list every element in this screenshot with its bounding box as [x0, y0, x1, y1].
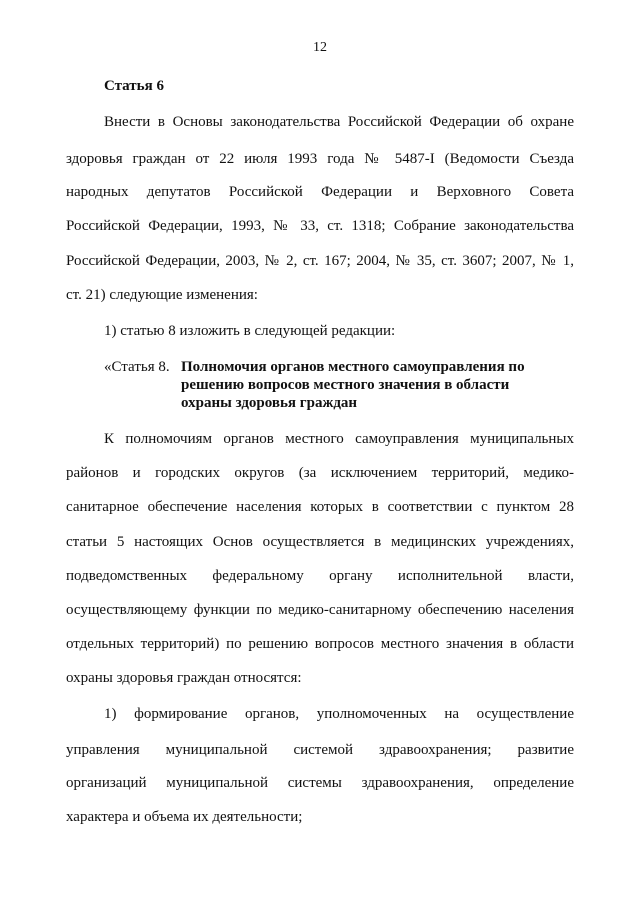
intro-line-2: здоровья граждан от 22 июля 1993 года № 5487-I (Ведомости Съезда [66, 151, 574, 167]
intro-line-6: ст. 21) следующие изменения: [66, 287, 258, 303]
page-number: 12 [313, 40, 327, 55]
quoted-article-title-line-2: решению вопросов местного значения в области [181, 377, 510, 393]
body-line-5: подведомственных федеральному органу исполнительной власти, [66, 568, 574, 584]
body-line-2: районов и городских округов (за исключением территорий, медико- [66, 465, 574, 481]
intro-line-5: Российской Федерации, 2003, № 2, ст. 167; 2004, № 35, ст. 3607; 2007, № 1, [66, 253, 574, 269]
article-heading: Статья 6 [104, 78, 164, 94]
sub-item-line-4: характера и объема их деятельности; [66, 809, 303, 825]
amendment-item-1: 1) статью 8 изложить в следующей редакции: [104, 323, 396, 339]
intro-line-4: Российской Федерации, 1993, № 33, ст. 1318; Собрание законодательства [66, 218, 574, 234]
sub-item-line-3: организаций муниципальной системы здравоохранения, определение [66, 775, 574, 791]
intro-line-3: народных депутатов Российской Федерации и Верховного Совета [66, 184, 574, 200]
body-line-4: статьи 5 настоящих Основ осуществляется в медицинских учреждениях, [66, 534, 574, 550]
quoted-article-title-line-1: Полномочия органов местного самоуправления по [181, 359, 525, 375]
sub-item-line-1: 1) формирование органов, уполномоченных на осуществление [104, 706, 574, 722]
body-line-1: К полномочиям органов местного самоуправления муниципальных [104, 431, 574, 447]
intro-line-1: Внести в Основы законодательства Российской Федерации об охране [104, 114, 574, 130]
body-line-7: отдельных территорий) по решению вопросов местного значения в области [66, 636, 574, 652]
quoted-article-prefix: «Статья 8. [104, 359, 170, 375]
sub-item-line-2: управления муниципальной системой здравоохранения; развитие [66, 742, 574, 758]
body-line-3: санитарное обеспечение населения которых в соответствии с пунктом 28 [66, 499, 574, 515]
body-line-8: охраны здоровья граждан относятся: [66, 670, 302, 686]
quoted-article-title-line-3: охраны здоровья граждан [181, 395, 358, 411]
body-line-6: осуществляющему функции по медико-санитарному обеспечению населения [66, 602, 574, 618]
